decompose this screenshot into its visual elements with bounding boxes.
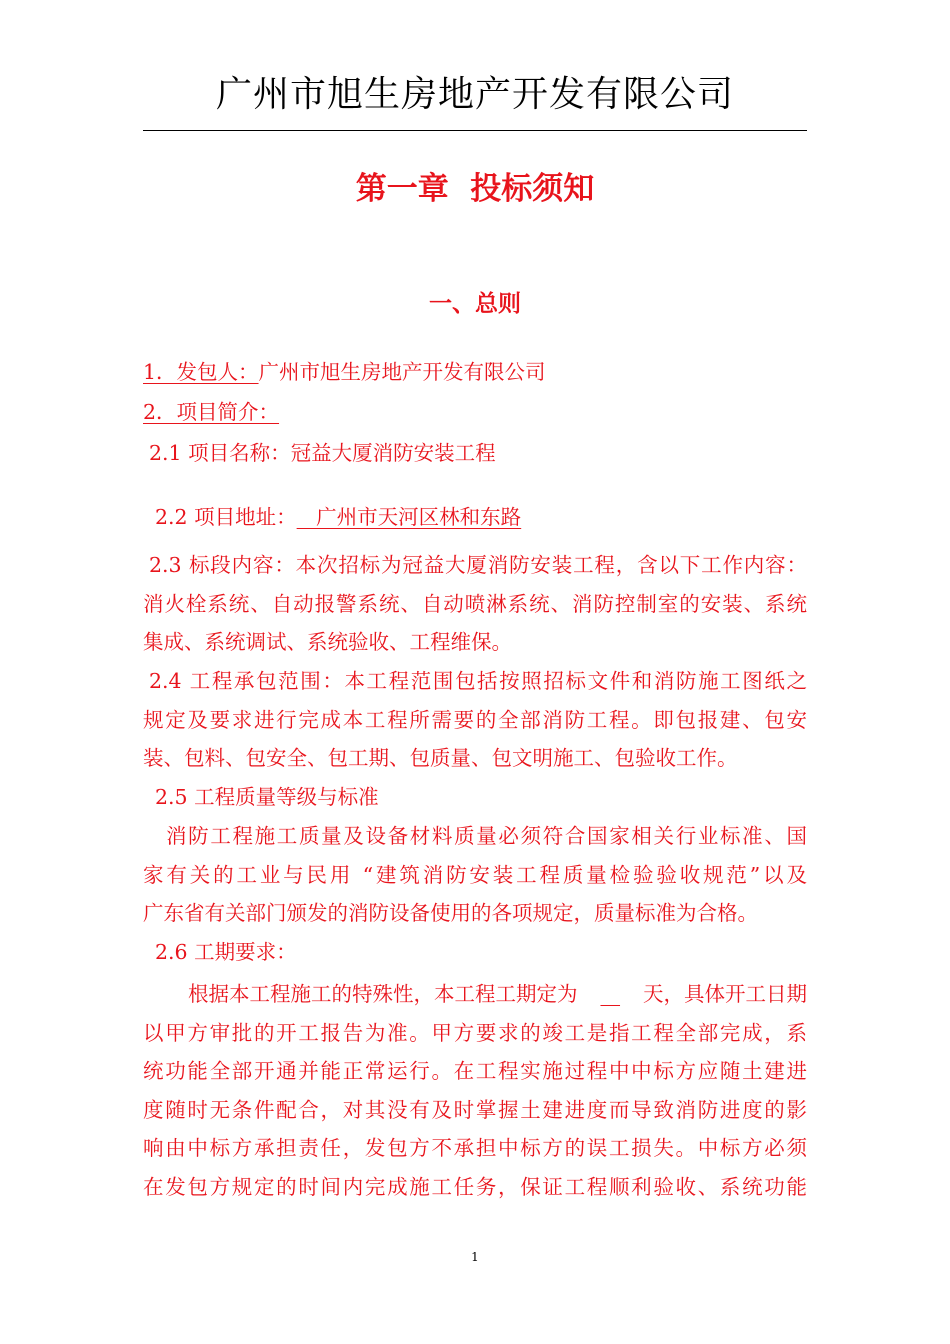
item-schedule-text: 天，具体开工日期 bbox=[643, 982, 807, 1006]
item-schedule-heading: 2.6 工期要求： bbox=[155, 940, 297, 964]
item-quality-line: 家有关的工业与民用 “建筑消防安装工程质量检验验收规范”以及 bbox=[143, 863, 807, 887]
item-schedule-line: 统功能全部开通并能正常运行。在工程实施过程中中标方应随土建进 bbox=[143, 1059, 807, 1083]
item-schedule-first-line bbox=[188, 981, 807, 1007]
item-schedule-line: 度随时无条件配合，对其没有及时掌握土建进度而导致消防进度的影 bbox=[143, 1098, 807, 1122]
item-project-address-label: 2.2 项目地址： bbox=[155, 505, 297, 529]
section-title: 一、总则 bbox=[429, 290, 521, 317]
item-client-value: 广州市旭生房地产开发有限公司 bbox=[258, 360, 546, 384]
item-project-address bbox=[155, 504, 521, 530]
item-contract-range-line: 规定及要求进行完成本工程所需要的全部消防工程。即包报建、包安 bbox=[143, 708, 807, 732]
header-divider bbox=[143, 130, 807, 131]
item-project-intro bbox=[143, 399, 279, 425]
page-number: 1 bbox=[471, 1250, 479, 1264]
item-scope-line: 2.3 标段内容：本次招标为冠益大厦消防安装工程，含以下工作内容： bbox=[149, 553, 807, 577]
item-project-intro-label: 2．项目简介： bbox=[143, 400, 280, 424]
item-schedule-days-blank bbox=[600, 981, 620, 1007]
item-contract-range-line: 2.4 工程承包范围：本工程范围包括按照招标文件和消防施工图纸之 bbox=[149, 669, 807, 693]
item-quality-line: 广东省有关部门颁发的消防设备使用的各项规定，质量标准为合格。 bbox=[143, 901, 758, 925]
item-scope-line: 集成、系统调试、系统验收、工程维保。 bbox=[143, 630, 512, 654]
item-schedule-line: 在发包方规定的时间内完成施工任务，保证工程顺利验收、系统功能 bbox=[143, 1175, 807, 1199]
company-title: 广州市旭生房地产开发有限公司 bbox=[215, 74, 734, 115]
item-quality-line: 消防工程施工质量及设备材料质量必须符合国家相关行业标准、国 bbox=[166, 824, 807, 848]
item-schedule-text: 根据本工程施工的特殊性，本工程工期定为 bbox=[188, 982, 578, 1006]
item-client bbox=[143, 359, 546, 385]
item-client-label: 1．发包人： bbox=[143, 360, 259, 384]
item-schedule-line: 响由中标方承担责任，发包方不承担中标方的误工损失。中标方必须 bbox=[143, 1136, 807, 1160]
item-project-name: 2.1 项目名称：冠益大厦消防安装工程 bbox=[149, 441, 496, 465]
item-scope-line: 消火栓系统、自动报警系统、自动喷淋系统、消防控制室的安装、系统 bbox=[143, 592, 807, 616]
item-schedule-line: 以甲方审批的开工报告为准。甲方要求的竣工是指工程全部完成，系 bbox=[143, 1021, 807, 1045]
item-quality-heading: 2.5 工程质量等级与标准 bbox=[155, 785, 379, 809]
item-contract-range-line: 装、包料、包安全、包工期、包质量、包文明施工、包验收工作。 bbox=[143, 746, 738, 770]
item-project-address-value: 广州市天河区林和东路 bbox=[296, 505, 522, 529]
chapter-title: 第一章 投标须知 bbox=[355, 171, 595, 207]
